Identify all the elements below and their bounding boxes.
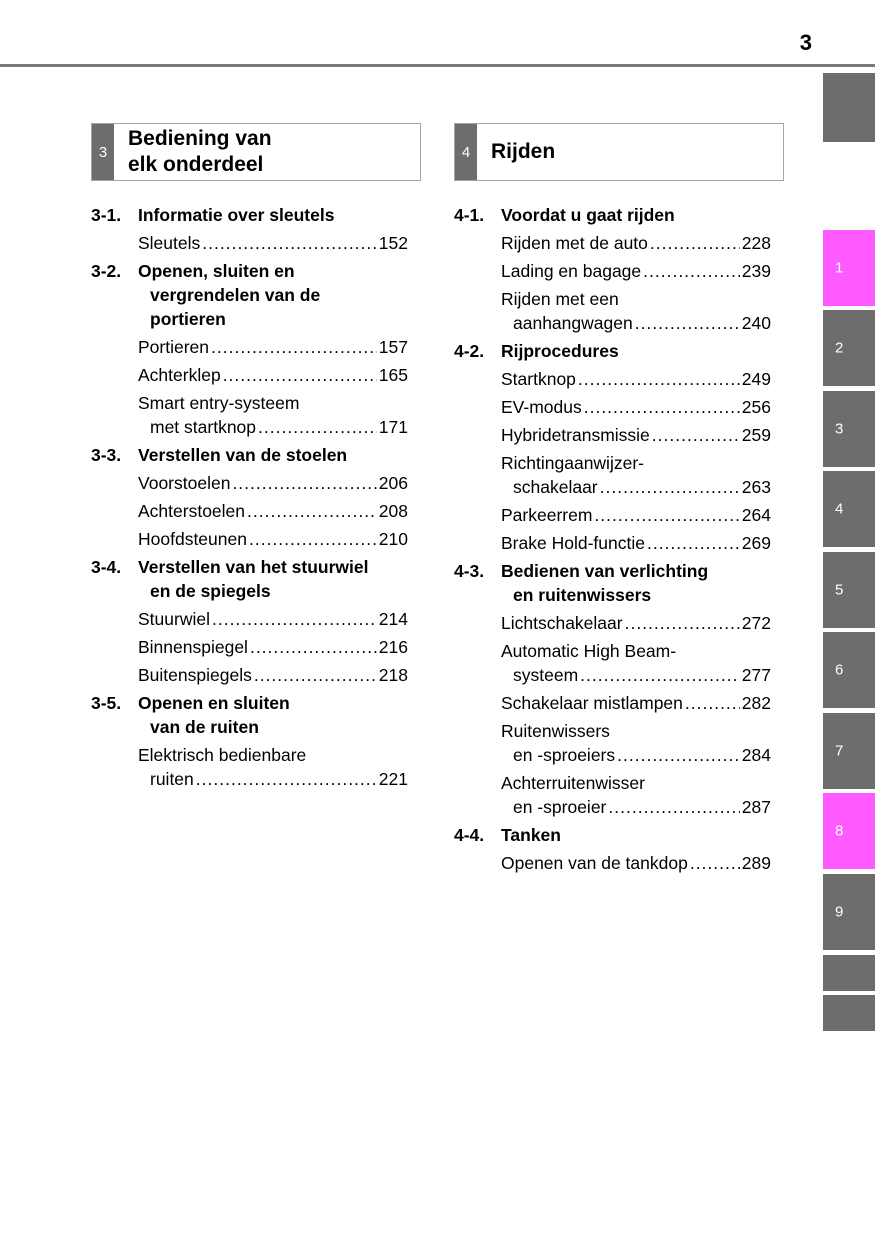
- chapter-tab-label: 2: [835, 339, 844, 357]
- entry-title: Portieren: [138, 337, 210, 357]
- chapter-tab-8[interactable]: [823, 793, 875, 869]
- toc-section: [91, 555, 421, 687]
- toc-entry[interactable]: [138, 363, 408, 387]
- entry-title: Hoofdsteunen: [138, 529, 247, 549]
- entry-title-line: Elektrisch bedienbare: [138, 745, 307, 765]
- toc-section: [454, 823, 784, 875]
- section-heading: [91, 203, 421, 227]
- entry-row: [138, 499, 408, 523]
- dot-leader: [249, 527, 377, 551]
- dot-leader: [578, 367, 740, 391]
- entry-page-number: 228: [741, 233, 771, 253]
- entry-page-number: 287: [741, 797, 771, 817]
- section-number: 4-2.: [454, 341, 485, 361]
- dot-leader: [652, 423, 740, 447]
- toc-entry[interactable]: [501, 395, 771, 419]
- chapter-tab-9[interactable]: [823, 874, 875, 950]
- section-title-line: van de ruiten: [150, 717, 259, 737]
- section-title: [138, 555, 369, 603]
- section-number: 3-2.: [91, 261, 122, 281]
- dot-leader: [247, 499, 377, 523]
- entry-page-number: 284: [741, 745, 771, 765]
- toc-entry[interactable]: [501, 531, 771, 555]
- dot-leader: [617, 743, 740, 767]
- toc-entry[interactable]: [501, 719, 771, 767]
- entry-row: [501, 611, 771, 635]
- entry-title: aanhangwagen: [513, 313, 633, 333]
- entry-page-number: 210: [378, 529, 408, 549]
- entry-page-number: 259: [741, 425, 771, 445]
- entry-title: Stuurwiel: [138, 609, 210, 629]
- toc-entry[interactable]: [501, 611, 771, 635]
- entry-title: en -sproeier: [513, 797, 607, 817]
- section-number: 4-3.: [454, 561, 485, 581]
- entry-title: Binnenspiegel: [138, 637, 248, 657]
- entry-row: [138, 607, 408, 631]
- entry-title-line: Automatic High Beam-: [501, 641, 677, 661]
- entry-row: [138, 415, 408, 439]
- toc-section: [454, 559, 784, 819]
- entry-title: Brake Hold-functie: [501, 533, 645, 553]
- entry-title: schakelaar: [513, 477, 598, 497]
- entry-page-number: 264: [741, 505, 771, 525]
- dot-leader: [202, 231, 377, 255]
- entry-page-number: 240: [741, 313, 771, 333]
- section-title: [138, 203, 334, 227]
- entry-title: Lading en bagage: [501, 261, 642, 281]
- dot-leader: [647, 531, 740, 555]
- toc-entry[interactable]: [138, 607, 408, 631]
- entry-row: [138, 363, 408, 387]
- entry-title: Buitenspiegels: [138, 665, 252, 685]
- dot-leader: [690, 851, 740, 875]
- chapter-number: 4: [455, 124, 477, 180]
- toc-entry[interactable]: [501, 231, 771, 255]
- dot-leader: [584, 395, 740, 419]
- section-title-line: Tanken: [501, 825, 561, 845]
- section-number: 3-4.: [91, 557, 122, 577]
- chapter-tab-3[interactable]: [823, 391, 875, 467]
- entry-title: Rijden met de auto: [501, 233, 648, 253]
- entry-title-line: Ruitenwissers: [501, 721, 610, 741]
- entry-title: Parkeerrem: [501, 505, 593, 525]
- section-title-line: Informatie over sleutels: [138, 205, 335, 225]
- entry-page-number: 282: [741, 693, 771, 713]
- entry-title: Openen van de tankdop: [501, 853, 688, 873]
- toc-section: [91, 691, 421, 791]
- entry-title: en -sproeiers: [513, 745, 616, 765]
- toc-entry[interactable]: [138, 335, 408, 359]
- entry-page-number: 272: [741, 613, 771, 633]
- toc-entry[interactable]: [138, 743, 408, 791]
- entry-title-line: Achterruitenwisser: [501, 773, 645, 793]
- entry-title: systeem: [513, 665, 579, 685]
- entry-row: [501, 395, 771, 419]
- entry-page-number: 206: [378, 473, 408, 493]
- toc-section: [91, 203, 421, 255]
- section-number: 3-1.: [91, 205, 122, 225]
- entry-row: [501, 663, 771, 687]
- entry-page-number: 165: [378, 365, 408, 385]
- entry-row: [501, 743, 771, 767]
- section-heading: [454, 559, 784, 607]
- toc-entry[interactable]: [138, 663, 408, 687]
- chapter-tab-4[interactable]: [823, 471, 875, 547]
- entry-page-number: 269: [741, 533, 771, 553]
- chapter-header: [454, 123, 784, 181]
- toc-section: [91, 259, 421, 439]
- chapter-header: [91, 123, 421, 181]
- entry-page-number: 289: [741, 853, 771, 873]
- toc-column-left: [91, 123, 421, 795]
- toc-section: [91, 443, 421, 551]
- section-heading: [91, 691, 421, 739]
- toc-entry[interactable]: [138, 231, 408, 255]
- entry-title-line: Smart entry-systeem: [138, 393, 300, 413]
- entry-row: [138, 471, 408, 495]
- dot-leader: [594, 503, 739, 527]
- entry-page-number: 214: [378, 609, 408, 629]
- toc-entry[interactable]: [501, 259, 771, 283]
- section-number: 4-4.: [454, 825, 485, 845]
- section-title: [138, 443, 347, 467]
- dot-leader: [625, 611, 740, 635]
- entry-title: Schakelaar mistlampen: [501, 693, 683, 713]
- entry-row: [501, 367, 771, 391]
- dot-leader: [635, 311, 740, 335]
- entry-title: met startknop: [150, 417, 257, 437]
- entry-title: Hybridetransmissie: [501, 425, 650, 445]
- entry-row: [501, 475, 771, 499]
- chapter-number: 3: [92, 124, 114, 180]
- entry-row: [501, 795, 771, 819]
- entry-title: Voorstoelen: [138, 473, 231, 493]
- entry-page-number: 221: [378, 769, 408, 789]
- chapter-tab-1[interactable]: [823, 230, 875, 306]
- dot-leader: [232, 471, 376, 495]
- section-title-line: Voordat u gaat rijden: [501, 205, 675, 225]
- entry-row: [501, 311, 771, 335]
- section-title: [501, 823, 561, 847]
- chapter-tab-label: 6: [835, 661, 844, 679]
- chapter-tab-label: 7: [835, 742, 844, 760]
- dot-leader: [600, 475, 740, 499]
- chapter-tab-label: 8: [835, 822, 844, 840]
- section-title-line: Verstellen van de stoelen: [138, 445, 348, 465]
- entry-page-number: 256: [741, 397, 771, 417]
- chapter-tab-blank[interactable]: [823, 73, 875, 142]
- entry-title: Startknop: [501, 369, 576, 389]
- dot-leader: [258, 415, 377, 439]
- toc-entry[interactable]: [138, 527, 408, 551]
- chapter-tab-2[interactable]: [823, 310, 875, 386]
- entry-row: [501, 259, 771, 283]
- toc-entry[interactable]: [501, 851, 771, 875]
- chapter-tab-label: 5: [835, 581, 844, 599]
- chapter-tab-5[interactable]: [823, 552, 875, 628]
- toc-section: [454, 339, 784, 555]
- entry-row: [138, 335, 408, 359]
- toc-entry[interactable]: [501, 639, 771, 687]
- entry-page-number: 157: [378, 337, 408, 357]
- section-title-line: en ruitenwissers: [513, 585, 652, 605]
- chapter-tab-label: 3: [835, 420, 844, 438]
- dot-leader: [211, 335, 377, 359]
- entry-title: Sleutels: [138, 233, 201, 253]
- entry-row: [138, 767, 408, 791]
- chapter-tab-7[interactable]: [823, 713, 875, 789]
- page-number: 3: [799, 30, 812, 55]
- toc-entry[interactable]: [138, 391, 408, 439]
- toc-section: [454, 203, 784, 335]
- dot-leader: [196, 767, 377, 791]
- entry-page-number: 216: [378, 637, 408, 657]
- chapter-title: [477, 124, 555, 180]
- toc-entry[interactable]: [501, 451, 771, 499]
- entry-row: [501, 851, 771, 875]
- dot-leader: [250, 635, 377, 659]
- dot-leader: [212, 607, 377, 631]
- section-heading: [454, 203, 784, 227]
- toc-entry[interactable]: [501, 423, 771, 447]
- entry-title: ruiten: [150, 769, 194, 789]
- section-title-line: Openen en sluiten: [138, 693, 290, 713]
- header-rule: [0, 64, 875, 67]
- section-title: [501, 339, 619, 363]
- entry-page-number: 152: [378, 233, 408, 253]
- toc-entry[interactable]: [501, 771, 771, 819]
- dot-leader: [254, 663, 377, 687]
- section-title-line: Openen, sluiten en: [138, 261, 295, 281]
- entry-row: [138, 635, 408, 659]
- chapter-tab-blank[interactable]: [823, 995, 875, 1031]
- toc-entry[interactable]: [501, 287, 771, 335]
- section-heading: [454, 339, 784, 363]
- entry-page-number: 239: [741, 261, 771, 281]
- entry-title-line: Richtingaanwijzer-: [501, 453, 644, 473]
- dot-leader: [643, 259, 740, 283]
- entry-page-number: 208: [378, 501, 408, 521]
- chapter-title-line: Rijden: [491, 140, 556, 163]
- entry-page-number: 218: [378, 665, 408, 685]
- entry-row: [501, 691, 771, 715]
- toc-entry[interactable]: [138, 471, 408, 495]
- section-number: 4-1.: [454, 205, 485, 225]
- chapter-tab-label: 1: [835, 259, 844, 277]
- entry-page-number: 249: [741, 369, 771, 389]
- entry-row: [501, 423, 771, 447]
- dot-leader: [650, 231, 740, 255]
- entry-title: Achterklep: [138, 365, 221, 385]
- chapter-title-line: Bediening van: [128, 127, 272, 150]
- toc-entry[interactable]: [501, 503, 771, 527]
- toc-entry[interactable]: [501, 367, 771, 391]
- dot-leader: [223, 363, 377, 387]
- section-title: [501, 203, 675, 227]
- toc-entry[interactable]: [138, 499, 408, 523]
- toc-entry[interactable]: [138, 635, 408, 659]
- chapter-tab-label: 4: [835, 500, 844, 518]
- section-title-line: Bedienen van verlichting: [501, 561, 709, 581]
- section-heading: [91, 443, 421, 467]
- section-number: 3-3.: [91, 445, 122, 465]
- entry-row: [501, 531, 771, 555]
- section-heading: [454, 823, 784, 847]
- toc-entry[interactable]: [501, 691, 771, 715]
- section-title: [501, 559, 708, 607]
- section-number: 3-5.: [91, 693, 122, 713]
- dot-leader: [685, 691, 740, 715]
- section-title-line: Rijprocedures: [501, 341, 619, 361]
- section-title: [138, 691, 290, 739]
- entry-row: [501, 503, 771, 527]
- dot-leader: [580, 663, 740, 687]
- section-title: [138, 259, 320, 331]
- toc-column-right: [454, 123, 784, 879]
- section-heading: [91, 259, 421, 331]
- entry-title-line: Rijden met een: [501, 289, 619, 309]
- section-title-line: portieren: [150, 309, 226, 329]
- entry-page-number: 263: [741, 477, 771, 497]
- chapter-tab-6[interactable]: [823, 632, 875, 708]
- section-title-line: vergrendelen van de: [150, 285, 321, 305]
- entry-row: [138, 663, 408, 687]
- section-title-line: Verstellen van het stuurwiel: [138, 557, 369, 577]
- chapter-tab-blank[interactable]: [823, 955, 875, 991]
- entry-title: Lichtschakelaar: [501, 613, 623, 633]
- chapter-title-line: elk onderdeel: [128, 153, 264, 176]
- entry-row: [501, 231, 771, 255]
- entry-row: [138, 527, 408, 551]
- chapter-tab-label: 9: [835, 903, 844, 921]
- entry-row: [138, 231, 408, 255]
- entry-page-number: 171: [378, 417, 408, 437]
- chapter-title: [114, 124, 272, 180]
- section-title-line: en de spiegels: [150, 581, 271, 601]
- section-heading: [91, 555, 421, 603]
- dot-leader: [608, 795, 739, 819]
- entry-title: EV-modus: [501, 397, 582, 417]
- entry-page-number: 277: [741, 665, 771, 685]
- entry-title: Achterstoelen: [138, 501, 246, 521]
